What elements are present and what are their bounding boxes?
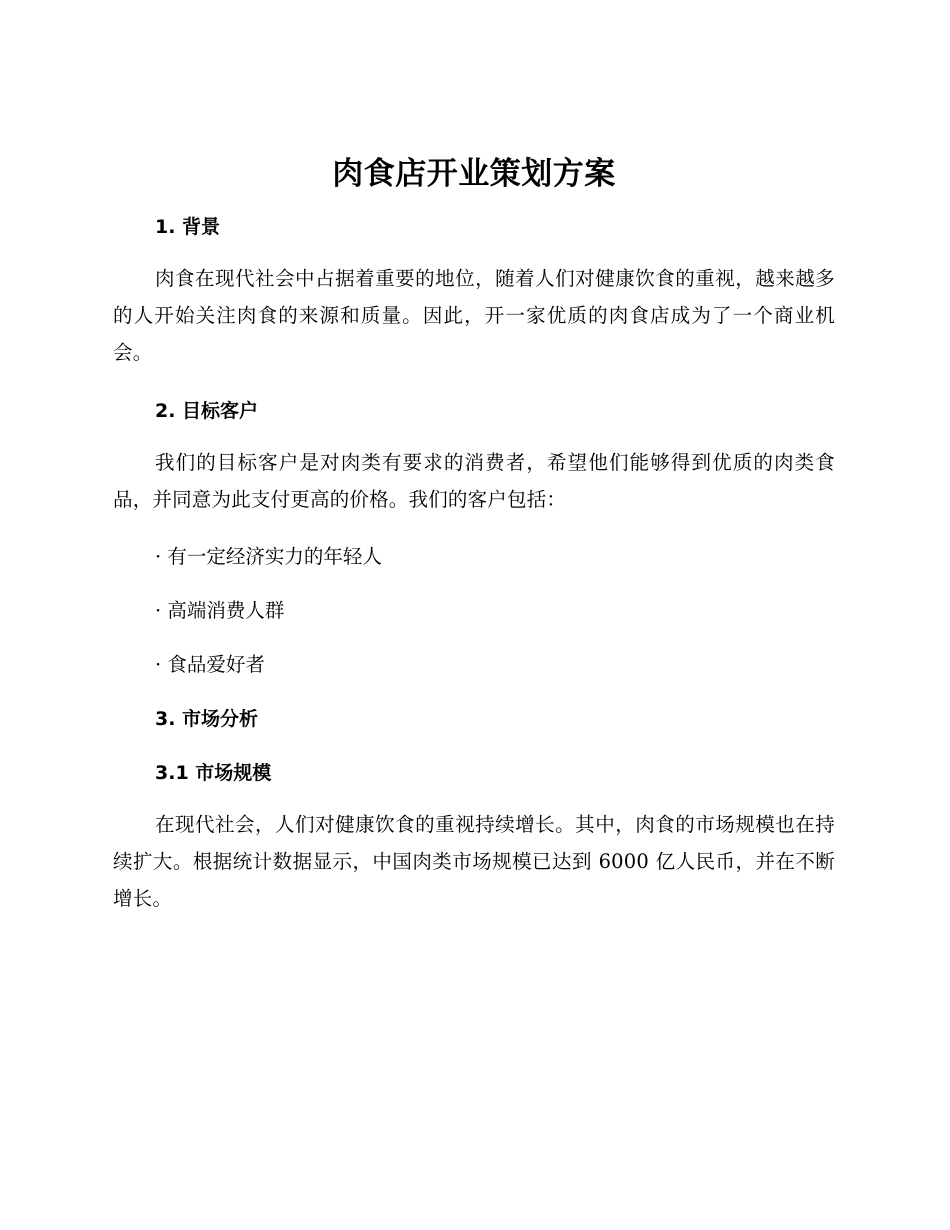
section-heading-market-analysis: 3. 市场分析 (155, 708, 259, 730)
document-body (113, 150, 835, 917)
section-heading-background: 1. 背景 (155, 216, 221, 238)
list-item: · 高端消费人群 (155, 599, 285, 622)
subsection-paragraph-market-size: 在现代社会，人们对健康饮食的重视持续增长。其中，肉食的市场规模也在持续扩大。根据统计数据显示，中国肉类市场规模已达到 6000 亿人民币，并在不断增长。 (113, 813, 835, 910)
list-item: · 有一定经济实力的年轻人 (155, 545, 382, 568)
document-title: 肉食店开业策划方案 (332, 156, 616, 192)
list-item: · 食品爱好者 (155, 653, 265, 676)
section-paragraph-target-customers: 我们的目标客户是对肉类有要求的消费者，希望他们能够得到优质的肉类食品，并同意为此支付更高的价格。我们的客户包括： (113, 451, 835, 511)
section-paragraph-background: 肉食在现代社会中占据着重要的地位，随着人们对健康饮食的重视，越来越多的人开始关注肉食的来源和质量。因此，开一家优质的肉食店成为了一个商业机会。 (113, 267, 835, 364)
section-heading-target-customers: 2. 目标客户 (155, 400, 259, 422)
subsection-heading-market-size: 3.1 市场规模 (155, 762, 272, 784)
